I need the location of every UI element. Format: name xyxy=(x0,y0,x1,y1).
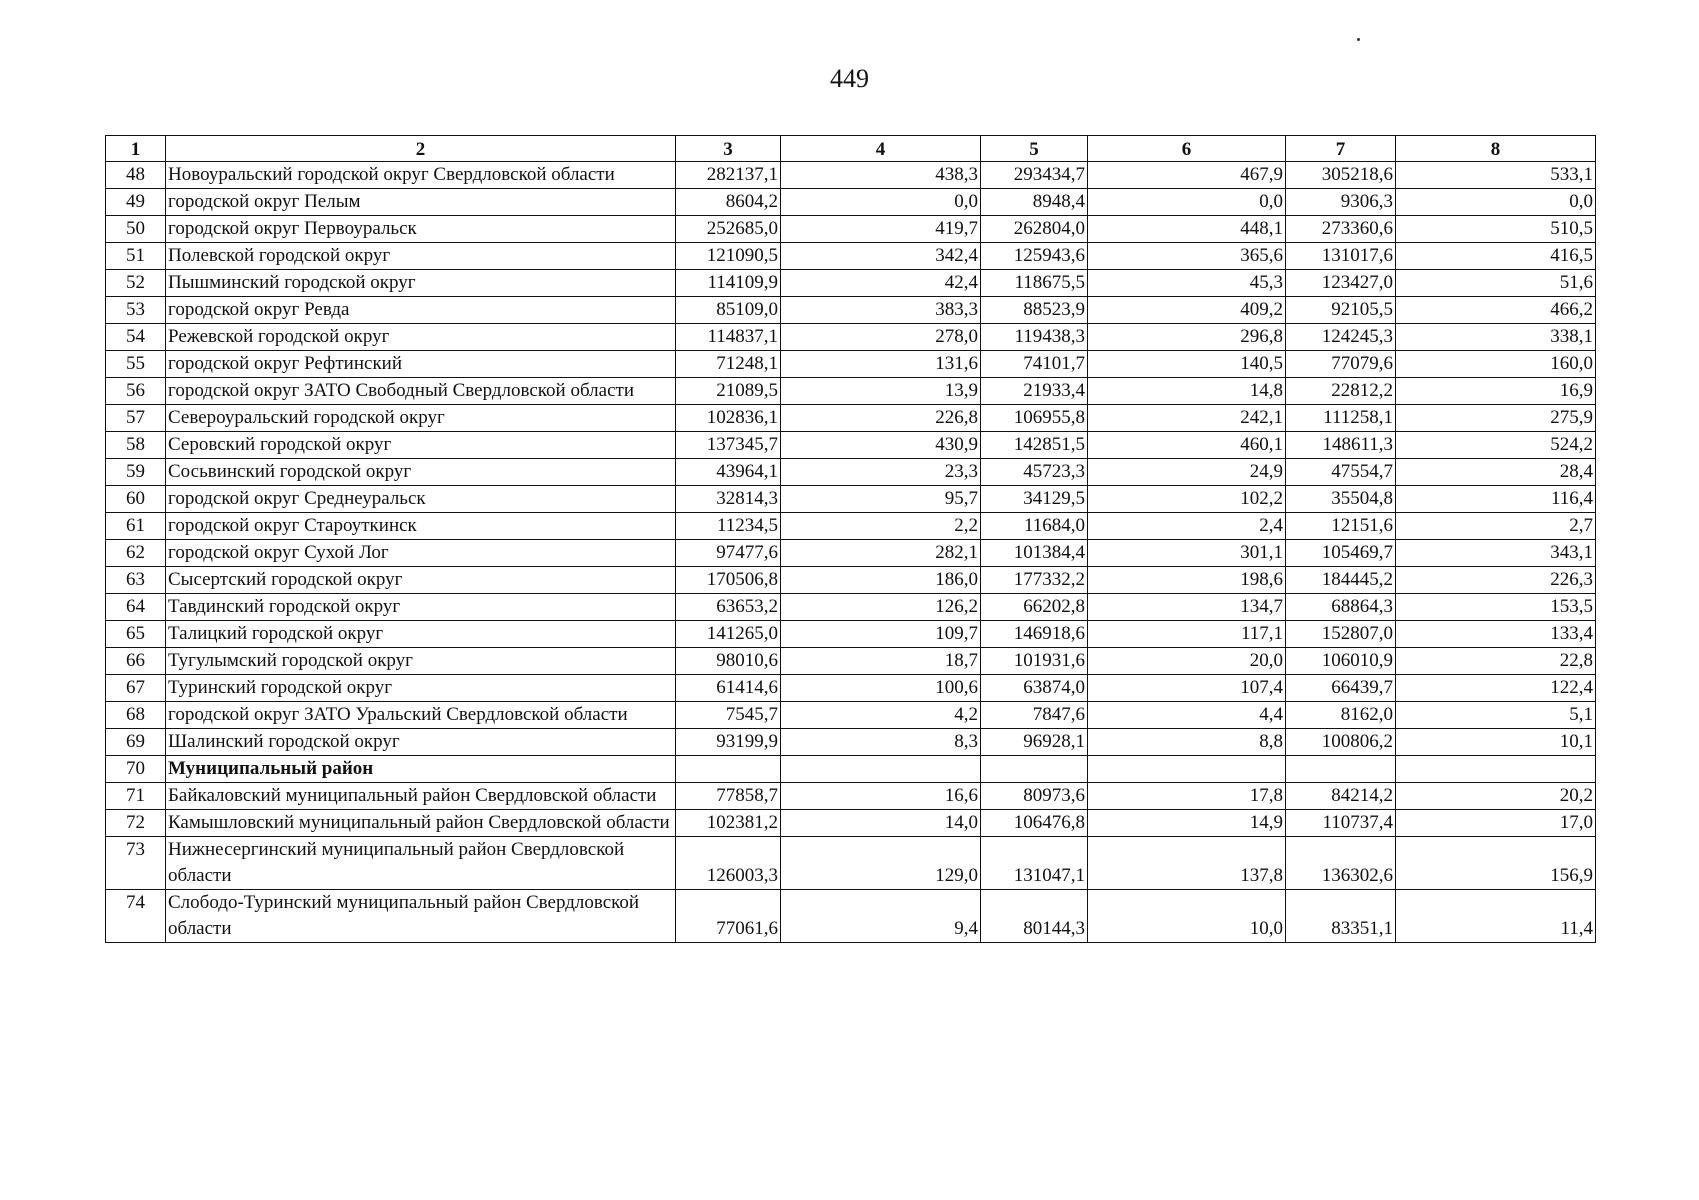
col-8-value: 5,1 xyxy=(1396,702,1596,729)
col-3-value: 126003,3 xyxy=(676,837,781,890)
header-col-6: 6 xyxy=(1088,136,1286,162)
col-5-value: 106476,8 xyxy=(981,810,1088,837)
col-4-value: 129,0 xyxy=(781,837,981,890)
row-number: 71 xyxy=(106,783,166,810)
scan-speck xyxy=(1357,38,1360,41)
col-4-value: 14,0 xyxy=(781,810,981,837)
col-8-value: 510,5 xyxy=(1396,216,1596,243)
col-4-value: 342,4 xyxy=(781,243,981,270)
table-row xyxy=(106,324,1596,351)
table-row xyxy=(106,648,1596,675)
col-3-value: 114109,9 xyxy=(676,270,781,297)
col-4-value: 383,3 xyxy=(781,297,981,324)
col-5-value: 119438,3 xyxy=(981,324,1088,351)
col-5-value: 74101,7 xyxy=(981,351,1088,378)
row-number: 74 xyxy=(106,890,166,943)
header-col-3: 3 xyxy=(676,136,781,162)
row-number: 73 xyxy=(106,837,166,890)
col-5-value: 118675,5 xyxy=(981,270,1088,297)
row-number: 69 xyxy=(106,729,166,756)
row-number: 54 xyxy=(106,324,166,351)
col-5-value: 142851,5 xyxy=(981,432,1088,459)
row-number: 64 xyxy=(106,594,166,621)
col-6-value: 301,1 xyxy=(1088,540,1286,567)
col-7-value: 22812,2 xyxy=(1286,378,1396,405)
col-7-value: 100806,2 xyxy=(1286,729,1396,756)
municipality-name: городской округ ЗАТО Уральский Свердловской области xyxy=(166,702,676,729)
col-6-value: 102,2 xyxy=(1088,486,1286,513)
municipality-name: Муниципальный район xyxy=(166,756,676,783)
municipality-name: Камышловский муниципальный район Свердловской области xyxy=(166,810,676,837)
col-4-value: 438,3 xyxy=(781,162,981,189)
col-6-value: 242,1 xyxy=(1088,405,1286,432)
col-3-value: 121090,5 xyxy=(676,243,781,270)
municipality-name: Туринский городской округ xyxy=(166,675,676,702)
col-7-value: 47554,7 xyxy=(1286,459,1396,486)
col-4-value: 2,2 xyxy=(781,513,981,540)
col-4-value: 186,0 xyxy=(781,567,981,594)
col-7-value: 110737,4 xyxy=(1286,810,1396,837)
col-6-value: 8,8 xyxy=(1088,729,1286,756)
col-6-value: 409,2 xyxy=(1088,297,1286,324)
table-row xyxy=(106,594,1596,621)
col-6-value: 0,0 xyxy=(1088,189,1286,216)
col-4-value: 16,6 xyxy=(781,783,981,810)
row-number: 65 xyxy=(106,621,166,648)
table-row xyxy=(106,432,1596,459)
col-6-value: 14,9 xyxy=(1088,810,1286,837)
municipality-name: городской округ Первоуральск xyxy=(166,216,676,243)
municipality-name: Нижнесергинский муниципальный район Свердловской области xyxy=(166,837,676,890)
row-number: 63 xyxy=(106,567,166,594)
col-3-value: 21089,5 xyxy=(676,378,781,405)
col-7-value: 131017,6 xyxy=(1286,243,1396,270)
col-7-value: 105469,7 xyxy=(1286,540,1396,567)
col-8-value: 466,2 xyxy=(1396,297,1596,324)
col-7-value: 35504,8 xyxy=(1286,486,1396,513)
col-4-value: 419,7 xyxy=(781,216,981,243)
table-row xyxy=(106,729,1596,756)
table-body xyxy=(106,162,1596,943)
col-6-value: 107,4 xyxy=(1088,675,1286,702)
col-4-value: 23,3 xyxy=(781,459,981,486)
col-4-value: 278,0 xyxy=(781,324,981,351)
col-4-value: 282,1 xyxy=(781,540,981,567)
col-7-value: 9306,3 xyxy=(1286,189,1396,216)
col-7-value: 305218,6 xyxy=(1286,162,1396,189)
col-6-value xyxy=(1088,756,1286,783)
municipality-name: городской округ Среднеуральск xyxy=(166,486,676,513)
municipality-name: Североуральский городской округ xyxy=(166,405,676,432)
col-8-value: 51,6 xyxy=(1396,270,1596,297)
row-number: 56 xyxy=(106,378,166,405)
col-4-value: 126,2 xyxy=(781,594,981,621)
col-5-value: 262804,0 xyxy=(981,216,1088,243)
col-5-value: 34129,5 xyxy=(981,486,1088,513)
col-4-value: 18,7 xyxy=(781,648,981,675)
budget-table xyxy=(105,135,1596,943)
table-row xyxy=(106,486,1596,513)
col-3-value: 32814,3 xyxy=(676,486,781,513)
header-col-4: 4 xyxy=(781,136,981,162)
municipality-name: Полевской городской округ xyxy=(166,243,676,270)
col-8-value: 343,1 xyxy=(1396,540,1596,567)
row-number: 72 xyxy=(106,810,166,837)
col-5-value: 66202,8 xyxy=(981,594,1088,621)
col-8-value xyxy=(1396,756,1596,783)
col-8-value: 153,5 xyxy=(1396,594,1596,621)
table-row xyxy=(106,243,1596,270)
row-number: 67 xyxy=(106,675,166,702)
col-5-value xyxy=(981,756,1088,783)
col-6-value: 134,7 xyxy=(1088,594,1286,621)
table-row xyxy=(106,189,1596,216)
col-5-value: 96928,1 xyxy=(981,729,1088,756)
col-3-value: 170506,8 xyxy=(676,567,781,594)
municipality-name: городской округ Сухой Лог xyxy=(166,540,676,567)
col-3-value: 71248,1 xyxy=(676,351,781,378)
col-3-value: 77858,7 xyxy=(676,783,781,810)
col-5-value: 88523,9 xyxy=(981,297,1088,324)
table-row xyxy=(106,216,1596,243)
col-6-value: 45,3 xyxy=(1088,270,1286,297)
col-7-value: 184445,2 xyxy=(1286,567,1396,594)
col-8-value: 226,3 xyxy=(1396,567,1596,594)
col-3-value: 98010,6 xyxy=(676,648,781,675)
col-8-value: 133,4 xyxy=(1396,621,1596,648)
col-7-value: 148611,3 xyxy=(1286,432,1396,459)
col-6-value: 4,4 xyxy=(1088,702,1286,729)
col-4-value: 100,6 xyxy=(781,675,981,702)
col-8-value: 156,9 xyxy=(1396,837,1596,890)
col-3-value: 85109,0 xyxy=(676,297,781,324)
col-3-value: 252685,0 xyxy=(676,216,781,243)
row-number: 49 xyxy=(106,189,166,216)
col-3-value: 11234,5 xyxy=(676,513,781,540)
header-col-7: 7 xyxy=(1286,136,1396,162)
row-number: 57 xyxy=(106,405,166,432)
col-3-value: 114837,1 xyxy=(676,324,781,351)
col-7-value: 152807,0 xyxy=(1286,621,1396,648)
col-5-value: 7847,6 xyxy=(981,702,1088,729)
col-5-value: 131047,1 xyxy=(981,837,1088,890)
col-5-value: 21933,4 xyxy=(981,378,1088,405)
page-number: 449 xyxy=(830,64,869,93)
municipality-name: Тугулымский городской округ xyxy=(166,648,676,675)
table-row xyxy=(106,351,1596,378)
table-row xyxy=(106,513,1596,540)
col-5-value: 8948,4 xyxy=(981,189,1088,216)
row-number: 68 xyxy=(106,702,166,729)
col-6-value: 20,0 xyxy=(1088,648,1286,675)
row-number: 61 xyxy=(106,513,166,540)
col-7-value: 8162,0 xyxy=(1286,702,1396,729)
col-7-value: 111258,1 xyxy=(1286,405,1396,432)
table-row xyxy=(106,378,1596,405)
municipality-name: Пышминский городской округ xyxy=(166,270,676,297)
row-number: 60 xyxy=(106,486,166,513)
municipality-name: Талицкий городской округ xyxy=(166,621,676,648)
col-7-value: 92105,5 xyxy=(1286,297,1396,324)
col-3-value: 77061,6 xyxy=(676,890,781,943)
col-4-value xyxy=(781,756,981,783)
col-8-value: 11,4 xyxy=(1396,890,1596,943)
municipality-name: Режевской городской округ xyxy=(166,324,676,351)
col-4-value: 4,2 xyxy=(781,702,981,729)
col-7-value: 83351,1 xyxy=(1286,890,1396,943)
col-3-value: 8604,2 xyxy=(676,189,781,216)
row-number: 66 xyxy=(106,648,166,675)
table-row xyxy=(106,702,1596,729)
col-7-value: 106010,9 xyxy=(1286,648,1396,675)
municipality-name: Байкаловский муниципальный район Свердловской области xyxy=(166,783,676,810)
col-6-value: 14,8 xyxy=(1088,378,1286,405)
col-3-value: 102836,1 xyxy=(676,405,781,432)
col-4-value: 0,0 xyxy=(781,189,981,216)
col-4-value: 226,8 xyxy=(781,405,981,432)
col-7-value: 84214,2 xyxy=(1286,783,1396,810)
col-8-value: 28,4 xyxy=(1396,459,1596,486)
col-7-value: 124245,3 xyxy=(1286,324,1396,351)
col-7-value: 77079,6 xyxy=(1286,351,1396,378)
col-7-value xyxy=(1286,756,1396,783)
row-number: 50 xyxy=(106,216,166,243)
municipality-name: городской округ ЗАТО Свободный Свердловской области xyxy=(166,378,676,405)
municipality-name: городской округ Рефтинский xyxy=(166,351,676,378)
municipality-name: Серовский городской округ xyxy=(166,432,676,459)
col-7-value: 66439,7 xyxy=(1286,675,1396,702)
col-6-value: 24,9 xyxy=(1088,459,1286,486)
col-7-value: 12151,6 xyxy=(1286,513,1396,540)
row-number: 62 xyxy=(106,540,166,567)
table-row xyxy=(106,162,1596,189)
col-5-value: 63874,0 xyxy=(981,675,1088,702)
col-8-value: 2,7 xyxy=(1396,513,1596,540)
col-3-value: 63653,2 xyxy=(676,594,781,621)
col-8-value: 10,1 xyxy=(1396,729,1596,756)
col-3-value: 141265,0 xyxy=(676,621,781,648)
col-8-value: 416,5 xyxy=(1396,243,1596,270)
col-3-value: 93199,9 xyxy=(676,729,781,756)
col-8-value: 275,9 xyxy=(1396,405,1596,432)
municipality-name: городской округ Староуткинск xyxy=(166,513,676,540)
col-7-value: 273360,6 xyxy=(1286,216,1396,243)
col-3-value: 43964,1 xyxy=(676,459,781,486)
col-6-value: 467,9 xyxy=(1088,162,1286,189)
municipality-name: городской округ Пелым xyxy=(166,189,676,216)
col-5-value: 45723,3 xyxy=(981,459,1088,486)
table-row xyxy=(106,297,1596,324)
col-6-value: 17,8 xyxy=(1088,783,1286,810)
col-5-value: 101931,6 xyxy=(981,648,1088,675)
row-number: 70 xyxy=(106,756,166,783)
row-number: 59 xyxy=(106,459,166,486)
municipality-name: городской округ Ревда xyxy=(166,297,676,324)
table-row xyxy=(106,675,1596,702)
col-6-value: 198,6 xyxy=(1088,567,1286,594)
municipality-name: Слободо-Туринский муниципальный район Свердловской области xyxy=(166,890,676,943)
col-7-value: 123427,0 xyxy=(1286,270,1396,297)
row-number: 53 xyxy=(106,297,166,324)
col-4-value: 430,9 xyxy=(781,432,981,459)
col-6-value: 140,5 xyxy=(1088,351,1286,378)
col-7-value: 136302,6 xyxy=(1286,837,1396,890)
municipality-name: Сосьвинский городской округ xyxy=(166,459,676,486)
municipality-name: Сысертский городской округ xyxy=(166,567,676,594)
row-number: 48 xyxy=(106,162,166,189)
header-col-5: 5 xyxy=(981,136,1088,162)
col-5-value: 80144,3 xyxy=(981,890,1088,943)
table-row xyxy=(106,459,1596,486)
col-3-value: 61414,6 xyxy=(676,675,781,702)
table-row xyxy=(106,756,1596,783)
table-row xyxy=(106,621,1596,648)
col-8-value: 17,0 xyxy=(1396,810,1596,837)
table-row xyxy=(106,567,1596,594)
col-8-value: 160,0 xyxy=(1396,351,1596,378)
col-5-value: 101384,4 xyxy=(981,540,1088,567)
header-row xyxy=(106,136,1596,162)
col-8-value: 20,2 xyxy=(1396,783,1596,810)
col-8-value: 116,4 xyxy=(1396,486,1596,513)
col-6-value: 117,1 xyxy=(1088,621,1286,648)
table-row xyxy=(106,270,1596,297)
municipality-name: Новоуральский городской округ Свердловской области xyxy=(166,162,676,189)
col-3-value: 102381,2 xyxy=(676,810,781,837)
col-6-value: 10,0 xyxy=(1088,890,1286,943)
col-4-value: 131,6 xyxy=(781,351,981,378)
budget-table-container xyxy=(105,135,1596,943)
col-4-value: 9,4 xyxy=(781,890,981,943)
col-6-value: 448,1 xyxy=(1088,216,1286,243)
col-5-value: 293434,7 xyxy=(981,162,1088,189)
municipality-name: Тавдинский городской округ xyxy=(166,594,676,621)
col-7-value: 68864,3 xyxy=(1286,594,1396,621)
table-row xyxy=(106,783,1596,810)
col-4-value: 42,4 xyxy=(781,270,981,297)
col-6-value: 137,8 xyxy=(1088,837,1286,890)
municipality-name: Шалинский городской округ xyxy=(166,729,676,756)
col-6-value: 365,6 xyxy=(1088,243,1286,270)
col-3-value xyxy=(676,756,781,783)
table-row xyxy=(106,837,1596,890)
col-5-value: 80973,6 xyxy=(981,783,1088,810)
col-4-value: 13,9 xyxy=(781,378,981,405)
col-5-value: 146918,6 xyxy=(981,621,1088,648)
col-8-value: 22,8 xyxy=(1396,648,1596,675)
col-6-value: 460,1 xyxy=(1088,432,1286,459)
col-8-value: 338,1 xyxy=(1396,324,1596,351)
col-3-value: 7545,7 xyxy=(676,702,781,729)
col-4-value: 109,7 xyxy=(781,621,981,648)
col-3-value: 97477,6 xyxy=(676,540,781,567)
header-col-8: 8 xyxy=(1396,136,1596,162)
row-number: 55 xyxy=(106,351,166,378)
col-3-value: 137345,7 xyxy=(676,432,781,459)
col-4-value: 8,3 xyxy=(781,729,981,756)
table-row xyxy=(106,890,1596,943)
col-8-value: 122,4 xyxy=(1396,675,1596,702)
header-col-1: 1 xyxy=(106,136,166,162)
col-3-value: 282137,1 xyxy=(676,162,781,189)
table-row xyxy=(106,810,1596,837)
row-number: 52 xyxy=(106,270,166,297)
col-6-value: 2,4 xyxy=(1088,513,1286,540)
table-header xyxy=(106,136,1596,162)
col-5-value: 11684,0 xyxy=(981,513,1088,540)
col-6-value: 296,8 xyxy=(1088,324,1286,351)
col-8-value: 533,1 xyxy=(1396,162,1596,189)
col-8-value: 0,0 xyxy=(1396,189,1596,216)
row-number: 58 xyxy=(106,432,166,459)
row-number: 51 xyxy=(106,243,166,270)
col-8-value: 16,9 xyxy=(1396,378,1596,405)
col-5-value: 177332,2 xyxy=(981,567,1088,594)
table-row xyxy=(106,405,1596,432)
col-5-value: 125943,6 xyxy=(981,243,1088,270)
table-row xyxy=(106,540,1596,567)
header-col-2: 2 xyxy=(166,136,676,162)
col-5-value: 106955,8 xyxy=(981,405,1088,432)
col-8-value: 524,2 xyxy=(1396,432,1596,459)
col-4-value: 95,7 xyxy=(781,486,981,513)
